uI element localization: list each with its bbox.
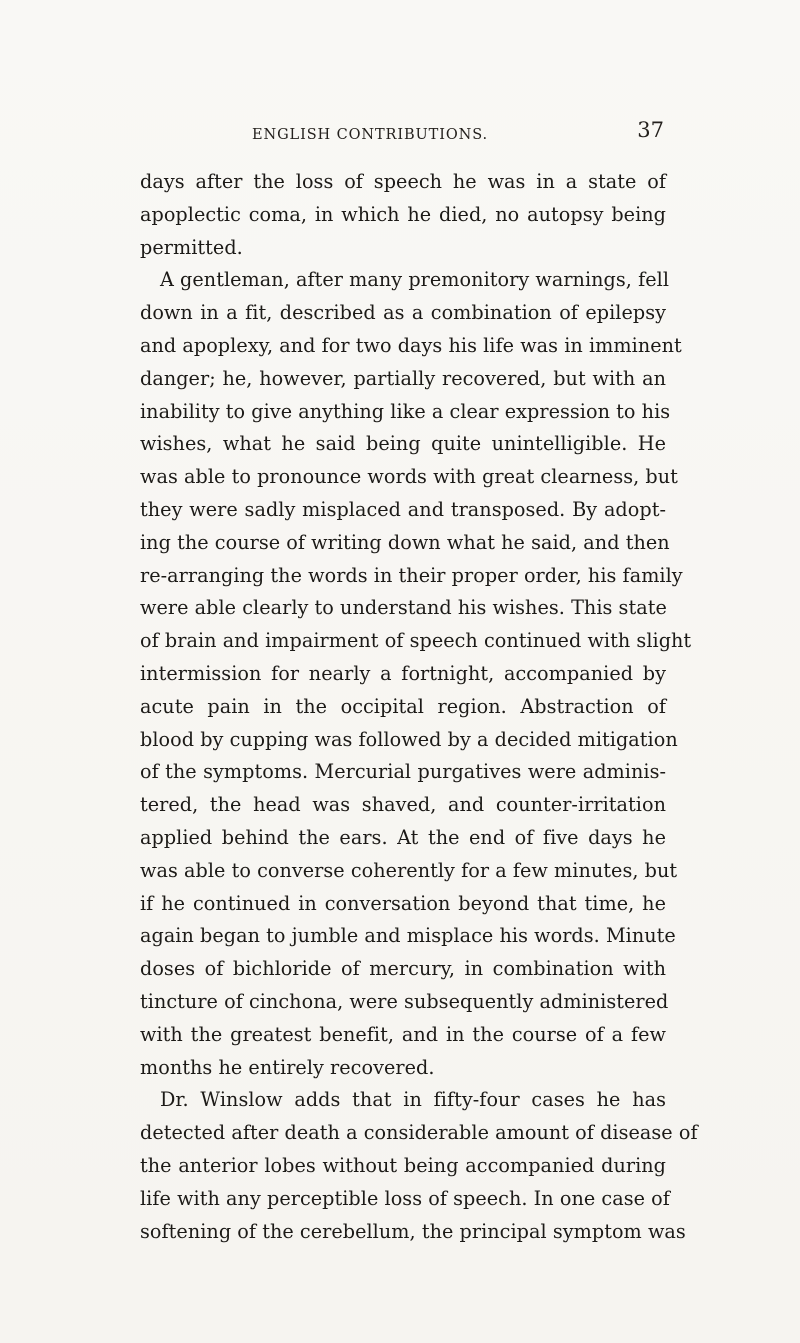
text-line: down in a fit, described as a combination of epilepsy [140, 301, 666, 325]
text-line: with the greatest benefit, and in the course of a few [140, 1022, 666, 1046]
text-line: was able to pronounce words with great clearness, but [140, 465, 678, 489]
text-line: ing the course of writing down what he said, and then [140, 530, 670, 554]
running-title: ENGLISH CONTRIBUTIONS. [252, 127, 489, 143]
text-line: was able to converse coherently for a few minutes, but [140, 858, 678, 882]
body-text [140, 166, 698, 1248]
text-line: applied behind the ears. At the end of five days he [140, 825, 666, 849]
text-line: re-arranging the words in their proper order, his family [140, 563, 683, 587]
text-line: A gentleman, after many premonitory warnings, fell [160, 268, 670, 292]
text-line: of the symptoms. Mercurial purgatives were adminis- [140, 760, 666, 784]
text-line: doses of bichloride of mercury, in combination with [140, 957, 666, 981]
text-line: wishes, what he said being quite unintelligible. He [140, 432, 666, 456]
text-line: intermission for nearly a fortnight, accompanied by [140, 661, 666, 685]
text-line: were able clearly to understand his wishes. This state [140, 596, 667, 620]
text-line: inability to give anything like a clear expression to his [140, 399, 671, 423]
text-line: if he continued in conversation beyond that time, he [140, 891, 666, 915]
text-line: detected after death a considerable amount of disease of [140, 1121, 698, 1145]
text-line: danger; he, however, partially recovered, but with an [140, 366, 666, 390]
text-line: tered, the head was shaved, and counter-irritation [140, 793, 666, 817]
text-line: months he entirely recovered. [140, 1055, 435, 1079]
running-head [140, 118, 666, 148]
page-number: 37 [637, 118, 664, 142]
text-line: of brain and impairment of speech continued with slight [140, 629, 692, 653]
text-line: tincture of cinchona, were subsequently administered [140, 989, 669, 1013]
text-line: and apoplexy, and for two days his life was in imminent [140, 333, 682, 357]
text-line: days after the loss of speech he was in a state of [140, 170, 666, 193]
text-line: they were sadly misplaced and transposed. By adopt- [140, 497, 666, 521]
text-line: again began to jumble and misplace his words. Minute [140, 924, 676, 948]
text-line: permitted. [140, 235, 243, 259]
text-line: life with any perceptible loss of speech. In one case of [140, 1186, 670, 1210]
text-line: the anterior lobes without being accompanied during [140, 1153, 666, 1177]
text-line: softening of the cerebellum, the principal symptom was [140, 1219, 686, 1243]
text-line: blood by cupping was followed by a decided mitigation [140, 727, 678, 751]
text-line: Dr. Winslow adds that in fifty-four cases he has [160, 1088, 666, 1112]
text-line: acute pain in the occipital region. Abstraction of [140, 694, 666, 718]
text-line: apoplectic coma, in which he died, no autopsy being [140, 202, 666, 226]
